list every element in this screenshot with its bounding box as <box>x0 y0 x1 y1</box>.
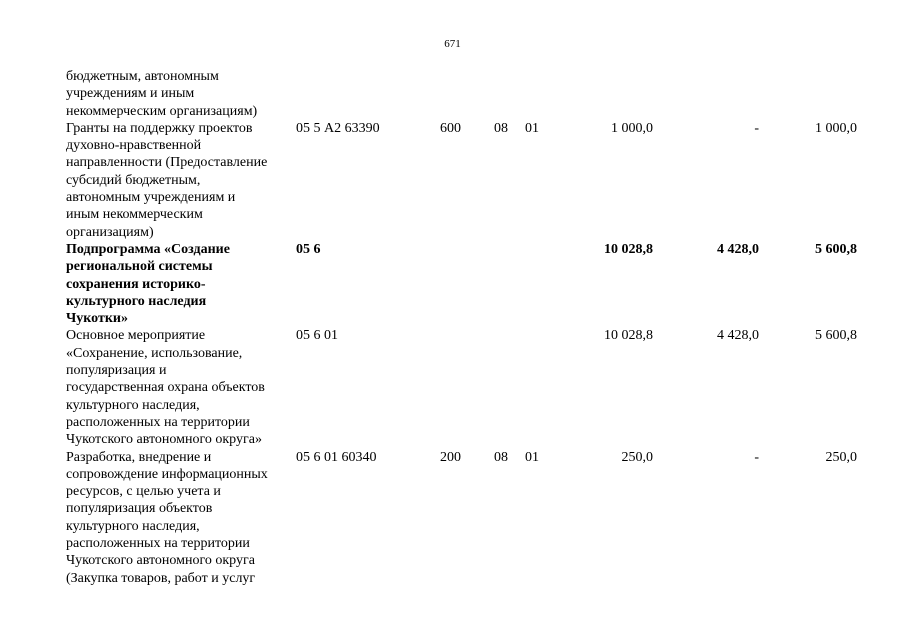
row-name-line: духовно-нравственной <box>66 138 202 154</box>
table-row <box>0 327 905 448</box>
row-name <box>66 449 290 587</box>
regional-cell: 250,0 <box>825 449 857 465</box>
page-number: 671 <box>444 38 461 50</box>
total-cell: 1 000,0 <box>611 120 653 136</box>
row-name-line: расположенных на территории <box>66 414 250 430</box>
row-name-line: (Закупка товаров, работ и услуг <box>66 570 256 586</box>
table-row <box>0 449 905 587</box>
rz-cell: 08 <box>494 449 508 465</box>
table-row <box>0 68 905 120</box>
total-cell: 10 028,8 <box>604 328 653 344</box>
row-name-line: расположенных на территории <box>66 536 250 552</box>
row-name <box>66 327 290 448</box>
row-name-line: Основное мероприятие <box>66 328 206 344</box>
row-name-line: организациям) <box>66 224 154 240</box>
vr-cell: 600 <box>440 120 461 136</box>
row-name-line: Подпрограмма «Создание <box>66 241 230 257</box>
table-row <box>0 120 905 241</box>
row-name <box>66 68 290 120</box>
row-name-line: учреждениям и иным <box>66 86 195 102</box>
code-cell: 05 5 А2 63390 <box>296 120 380 136</box>
row-name-line: субсидий бюджетным, <box>66 172 201 188</box>
row-name-line: Чукотского автономного округа» <box>66 432 262 448</box>
row-name-line: региональной системы <box>66 259 213 275</box>
row-name-line: автономным учреждениям и <box>66 190 236 206</box>
row-name-line: культурного наследия <box>66 293 207 309</box>
row-name-line: некоммерческим организациям) <box>66 103 258 119</box>
row-name-line: Чукотского автономного округа <box>66 553 255 569</box>
regional-cell: 5 600,8 <box>815 241 857 257</box>
row-name-line: государственная охрана объектов <box>66 380 265 396</box>
row-name-line: культурного наследия, <box>66 518 200 534</box>
total-cell: 250,0 <box>621 449 653 465</box>
federal-cell: - <box>754 449 759 465</box>
row-name-line: Разработка, внедрение и <box>66 449 212 465</box>
federal-cell: 4 428,0 <box>717 328 759 344</box>
row-name-line: бюджетным, автономным <box>66 69 219 84</box>
row-name-line: Гранты на поддержку проектов <box>66 120 253 136</box>
row-name-line: направленности (Предоставление <box>66 155 268 171</box>
rz-cell: 08 <box>494 120 508 136</box>
total-cell: 10 028,8 <box>604 241 653 257</box>
row-name-line: Чукотки» <box>66 311 128 327</box>
code-cell: 05 6 <box>296 241 321 257</box>
row-name <box>66 120 290 241</box>
row-name-line: популяризация объектов <box>66 501 213 517</box>
row-name-line: популяризация и <box>66 363 167 379</box>
row-name-line: «Сохранение, использование, <box>66 345 243 361</box>
budget-table <box>0 68 905 587</box>
row-name-line: ресурсов, с целью учета и <box>66 484 221 500</box>
code-cell: 05 6 01 60340 <box>296 449 377 465</box>
federal-cell: 4 428,0 <box>717 241 759 257</box>
row-name-line: культурного наследия, <box>66 397 200 413</box>
code-cell: 05 6 01 <box>296 328 338 344</box>
vr-cell: 200 <box>440 449 461 465</box>
pr-cell: 01 <box>525 449 539 465</box>
row-name <box>66 241 290 327</box>
regional-cell: 5 600,8 <box>815 328 857 344</box>
row-name-line: сохранения историко- <box>66 276 206 292</box>
row-name-line: иным некоммерческим <box>66 207 203 223</box>
table-row <box>0 241 905 327</box>
pr-cell: 01 <box>525 120 539 136</box>
regional-cell: 1 000,0 <box>815 120 857 136</box>
federal-cell: - <box>754 120 759 136</box>
row-name-line: сопровождение информационных <box>66 466 268 482</box>
